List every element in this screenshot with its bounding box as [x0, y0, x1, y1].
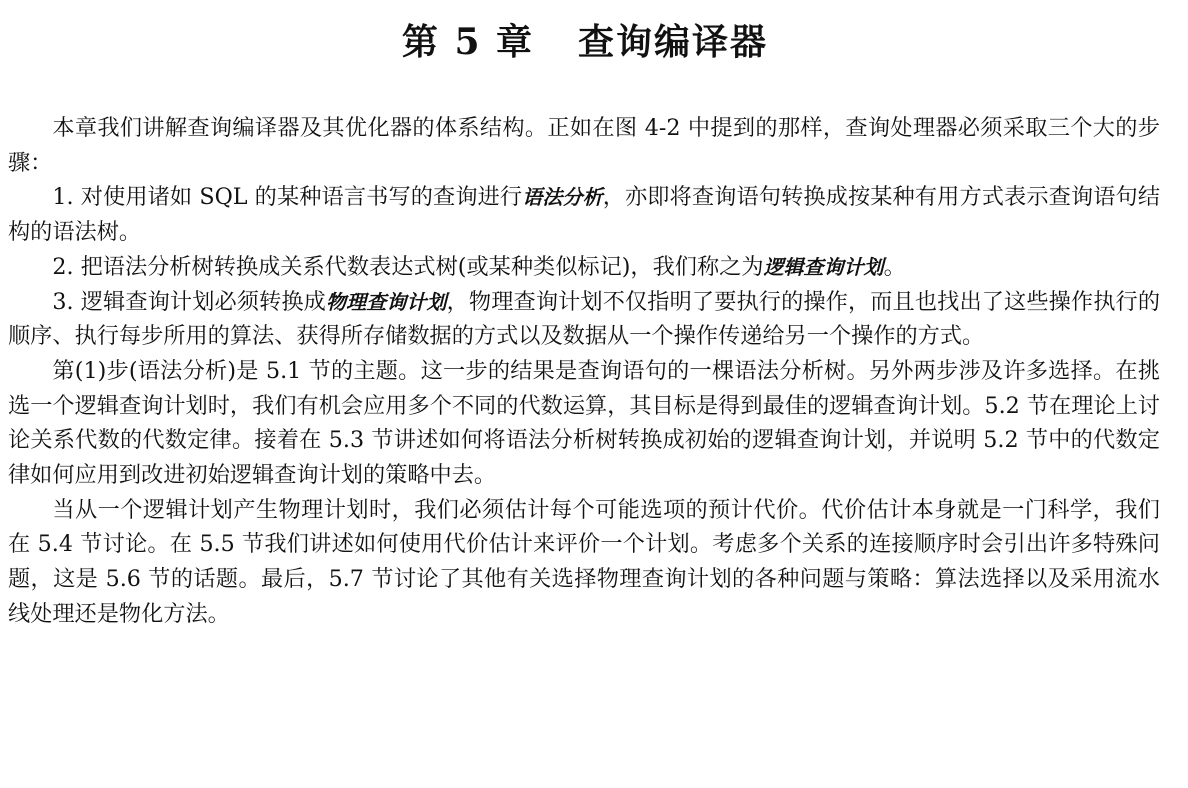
overview-paragraph: 第(1)步(语法分析)是 5.1 节的主题。这一步的结果是查询语句的一棵语法分析树。另外两步涉及许多选择。在挑选一个逻辑查询计划时，我们有机会应用多个不同的代数运算，其目标是得到最佳的逻辑查询计划。5.2 节在理论上讨论关系代数的代数定律。接着在 5.3 节讲述如何将语法分析树转换成初始的逻辑查询计划，并说明 5.2 节中的代数定律如何应用到改进初始逻辑查询计划的策略中去。	[8, 357, 1160, 489]
chapter-number: 第 5 章	[401, 21, 535, 63]
step-1-text-before: 1. 对使用诸如 SQL 的某种语言书写的查询进行	[52, 184, 523, 211]
term-syntax-analysis: 语法分析	[522, 185, 603, 210]
step-3-text-after: ，物理查询计划不仅指明了要执行的操作，而且也找出了这些操作执行的顺序、执行每步所用的算法、获得所存储数据的方式以及数据从一个操作传递给另一个操作的方式。	[8, 288, 1161, 350]
step-3-text-before: 3. 逻辑查询计划必须转换成	[52, 288, 326, 315]
cost-paragraph: 当从一个逻辑计划产生物理计划时，我们必须估计每个可能选项的预计代价。代价估计本身就是一门科学，我们在 5.4 节讨论。在 5.5 节我们讲述如何使用代价估计来评价一个计划。考虑多个关系的连接顺序时会引出许多特殊问题，这是 5.6 节的话题。最后，5.7 节讨论了其他有关选择物理查询计划的各种问题与策略：算法选择以及采用流水线处理还是物化方法。	[8, 496, 1160, 627]
term-physical-query-plan: 物理查询计划	[325, 289, 447, 314]
step-2-text-before: 2. 把语法分析树转换成关系代数表达式树(或某种类似标记)，我们称之为	[52, 253, 764, 280]
step-3-paragraph	[8, 285, 1160, 354]
step-1-text-after: ，亦即将查询语句转换成按某种有用方式表示查询语句结构的语法树。	[8, 184, 1161, 246]
step-2-paragraph	[8, 250, 1160, 285]
step-2-text-after: 。	[883, 253, 906, 280]
chapter-body	[8, 111, 1160, 632]
chapter-title: 查询编译器	[578, 21, 769, 63]
chapter-heading	[0, 14, 1170, 65]
step-1-paragraph	[8, 180, 1160, 249]
term-logical-query-plan: 逻辑查询计划	[763, 254, 884, 279]
intro-paragraph: 本章我们讲解查询编译器及其优化器的体系结构。正如在图 4-2 中提到的那样，查询处理器必须采取三个大的步骤：	[8, 115, 1160, 176]
